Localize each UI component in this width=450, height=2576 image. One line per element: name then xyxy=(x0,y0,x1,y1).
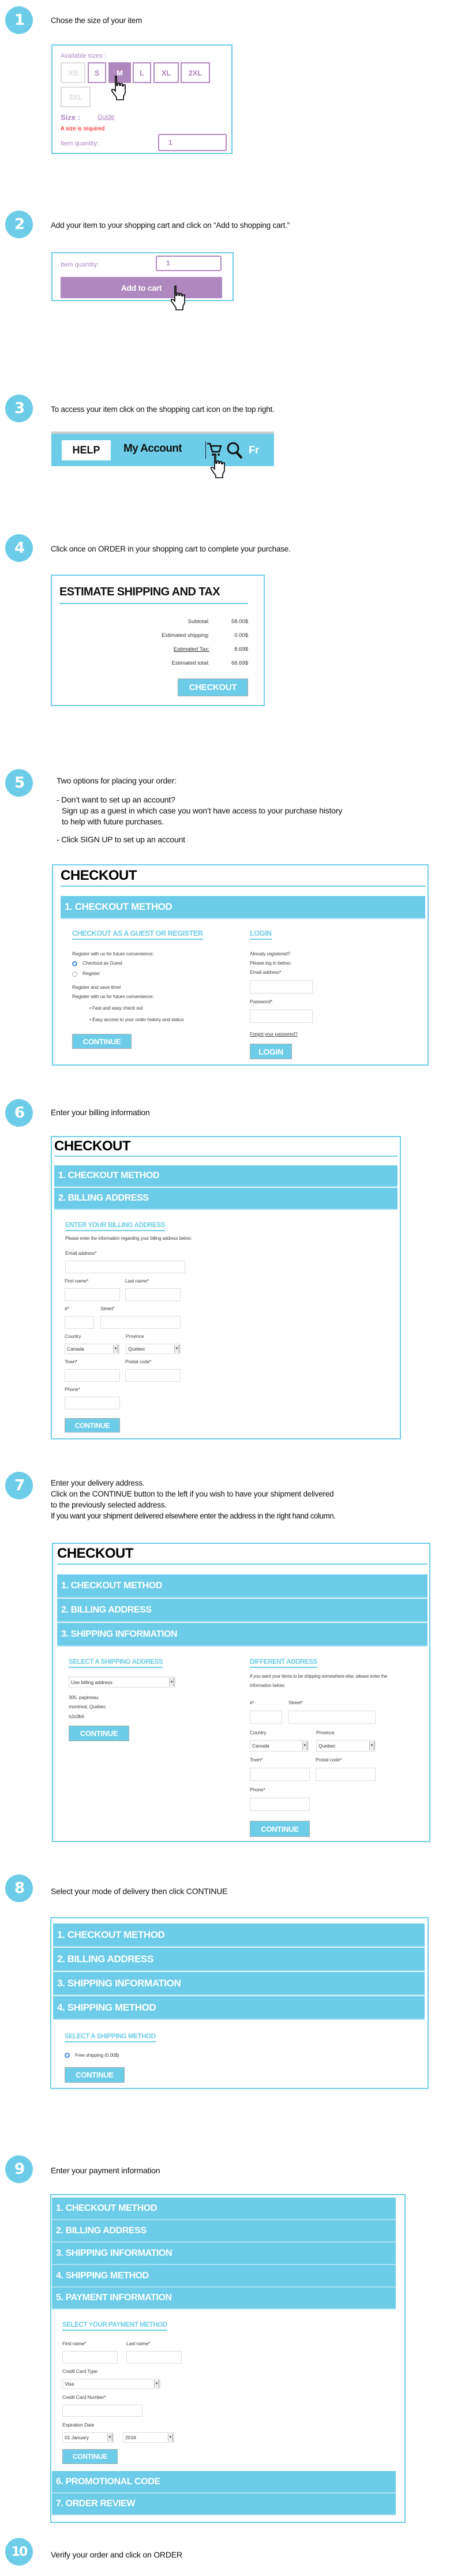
search-icon[interactable] xyxy=(226,441,243,460)
item-quantity-input[interactable]: 1 xyxy=(156,256,222,271)
section-shipping-information[interactable]: 3. SHIPPING INFORMATION xyxy=(53,1972,425,1996)
step-instruction: To access your item click on the shopping cart icon on the top right. xyxy=(51,405,275,414)
checkout-title: CHECKOUT xyxy=(61,868,137,883)
help-button[interactable]: HELP xyxy=(62,440,111,460)
field-label: Last name* xyxy=(126,2341,150,2346)
field-label: Country xyxy=(250,1730,267,1735)
size-option-xl[interactable]: XL xyxy=(153,62,179,83)
section-shipping-method[interactable]: 4. SHIPPING METHOD xyxy=(52,2265,396,2288)
text: Please log in below: xyxy=(250,960,291,966)
option-label: Free shipping (0.00$) xyxy=(75,2052,119,2058)
size-label: Size : xyxy=(61,113,80,122)
section-order-review[interactable]: 7. ORDER REVIEW xyxy=(52,2493,396,2515)
item-quantity-label: Item quantity: xyxy=(61,140,99,147)
continue-button[interactable]: CONTINUE xyxy=(65,2067,125,2083)
my-account-link[interactable]: My Account xyxy=(123,443,182,455)
step-instruction: Chose the size of your item xyxy=(51,16,142,25)
size-option-xs[interactable]: XS xyxy=(61,62,85,83)
text: Please enter the information regarding your billing address below: xyxy=(65,1236,192,1241)
divider xyxy=(205,441,206,459)
field-label: Postal code* xyxy=(316,1757,342,1763)
row-label: Estimated shipping: xyxy=(162,632,209,639)
section-billing-address[interactable]: 2. BILLING ADDRESS xyxy=(52,2220,396,2243)
login-heading: LOGIN xyxy=(250,929,272,940)
continue-button[interactable]: CONTINUE xyxy=(250,1821,310,1837)
field-label: Email address* xyxy=(250,969,282,975)
field-label: Password* xyxy=(250,999,272,1004)
pointer-hand-icon xyxy=(209,453,228,478)
divider xyxy=(61,886,425,887)
field-label: Town* xyxy=(65,1359,78,1364)
step-instruction: If you want your shipment delivered elsewhere enter the address in the right hand column. xyxy=(51,1512,336,1520)
checkout-title: CHECKOUT xyxy=(54,1138,130,1154)
size-option-s[interactable]: S xyxy=(88,62,106,83)
field-label: Credit Card Number* xyxy=(62,2394,106,2400)
option-label: Register xyxy=(82,970,100,976)
billing-phone-input[interactable] xyxy=(65,1397,120,1409)
selected-value: Use billing address xyxy=(71,1679,112,1685)
selected-value: Canada xyxy=(67,1346,84,1352)
billing-last-name-input[interactable] xyxy=(125,1288,181,1301)
section-shipping-method[interactable]: 4. SHIPPING METHOD xyxy=(53,1996,425,2020)
divider xyxy=(59,603,248,604)
payment-last-name-input[interactable] xyxy=(126,2351,182,2364)
shipping-address-heading: SELECT A SHIPPING ADDRESS xyxy=(69,1659,163,1668)
field-label: Phone* xyxy=(250,1787,265,1793)
shipping-country-select[interactable] xyxy=(250,1740,309,1752)
chevron-down-icon: ▼ xyxy=(169,1678,174,1686)
step-instruction: - Don’t want to set up an account? xyxy=(57,795,175,804)
expiration-month-select[interactable] xyxy=(62,2432,114,2443)
billing-province-select[interactable] xyxy=(126,1344,181,1354)
estimate-rows xyxy=(110,618,248,674)
step-instruction: Two options for placing your order: xyxy=(57,776,177,785)
billing-email-input[interactable] xyxy=(65,1261,185,1273)
step-number-badge: 6 xyxy=(5,1099,33,1127)
shipping-postal-input[interactable] xyxy=(316,1768,376,1781)
step-number-badge: 7 xyxy=(5,1472,33,1499)
chevron-down-icon: ▼ xyxy=(113,1345,118,1353)
chevron-down-icon: ▼ xyxy=(154,2380,159,2388)
continue-button[interactable]: CONTINUE xyxy=(72,1034,132,1049)
radio-free-shipping[interactable] xyxy=(65,2053,70,2058)
step-number-badge: 10 xyxy=(5,2538,33,2566)
step-instruction: Verify your order and click on ORDER xyxy=(51,2550,182,2559)
step-instruction: Enter your delivery address. xyxy=(51,1479,145,1487)
selected-value: 01 January xyxy=(65,2435,89,2440)
section-checkout-method[interactable]: 1. CHECKOUT METHOD xyxy=(52,2198,396,2220)
billing-town-input[interactable] xyxy=(65,1369,120,1382)
payment-method-heading: SELECT YOUR PAYMENT METHOD xyxy=(62,2322,167,2331)
row-label: Subtotal: xyxy=(187,618,209,625)
size-option-3xl[interactable]: 3XL xyxy=(61,87,91,107)
item-quantity-label: Item quantity: xyxy=(61,261,99,268)
guest-register-heading: CHECKOUT AS A GUEST OR REGISTER xyxy=(72,929,203,940)
billing-street-input[interactable] xyxy=(100,1316,181,1329)
checkout-title: CHECKOUT xyxy=(57,1546,133,1561)
size-option-l[interactable]: L xyxy=(133,62,151,83)
payment-first-name-input[interactable] xyxy=(62,2351,118,2364)
add-to-cart-button[interactable]: Add to cart xyxy=(61,277,222,298)
billing-postal-input[interactable] xyxy=(125,1369,181,1382)
forgot-password-link[interactable]: Forgot your password? xyxy=(250,1031,298,1037)
field-label: #* xyxy=(65,1306,69,1311)
step-instruction: Click once on ORDER in your shopping cart to complete your purchase. xyxy=(51,545,291,553)
section-billing-address[interactable]: 2. BILLING ADDRESS xyxy=(54,1188,397,1210)
step-number-badge: 5 xyxy=(5,769,33,797)
chevron-down-icon: ▼ xyxy=(174,1345,179,1353)
section-payment-information[interactable]: 5. PAYMENT INFORMATION xyxy=(52,2288,396,2309)
credit-card-number-input[interactable] xyxy=(62,2405,142,2417)
shipping-method-heading: SELECT A SHIPPING METHOD xyxy=(65,2033,156,2042)
login-email-input[interactable] xyxy=(250,980,313,993)
available-sizes-label: Available sizes : xyxy=(61,53,106,59)
section-billing-address[interactable]: 2. BILLING ADDRESS xyxy=(53,1948,425,1971)
size-option-2xl[interactable]: 2XL xyxy=(181,62,210,83)
field-label: First name* xyxy=(65,1278,89,1284)
item-quantity-input[interactable]: 1 xyxy=(158,134,227,151)
billing-number-input[interactable] xyxy=(65,1316,94,1329)
option-label: Checkout as Guest xyxy=(82,960,122,966)
row-value: 8.69$ xyxy=(234,646,248,653)
bullet-item: • Fast and easy check out xyxy=(89,1005,143,1011)
login-password-input[interactable] xyxy=(250,1010,313,1023)
row-value: 0.00$ xyxy=(234,632,248,639)
shipping-street-input[interactable] xyxy=(288,1711,376,1724)
field-label: Street* xyxy=(288,1700,303,1705)
section-shipping-information[interactable]: 3. SHIPPING INFORMATION xyxy=(52,2243,396,2265)
chevron-down-icon: ▼ xyxy=(369,1741,374,1750)
step-instruction: - Click SIGN UP to set up an account xyxy=(57,835,185,844)
estimate-title: ESTIMATE SHIPPING AND TAX xyxy=(59,586,220,598)
radio-checkout-guest[interactable] xyxy=(72,961,77,966)
address-line: 305, papineau xyxy=(69,1694,99,1700)
shipping-number-input[interactable] xyxy=(250,1711,282,1724)
step-number-badge: 9 xyxy=(5,2155,33,2183)
step-number-badge: 2 xyxy=(5,211,33,238)
login-button[interactable]: LOGIN xyxy=(250,1044,292,1059)
divider xyxy=(54,1156,397,1157)
step-number-badge: 1 xyxy=(5,6,33,34)
field-label: Expiration Date xyxy=(62,2422,95,2428)
bullet-text: Fast and easy check out xyxy=(92,1005,143,1011)
field-label: Phone* xyxy=(65,1386,80,1392)
size-guide-link[interactable]: Guide xyxy=(97,114,115,121)
text: information below: xyxy=(250,1683,286,1688)
field-label: First name* xyxy=(62,2341,87,2346)
language-toggle[interactable]: Fr xyxy=(249,444,259,456)
size-error: A size is required xyxy=(61,126,105,132)
field-label: #* xyxy=(250,1700,254,1705)
divider xyxy=(57,1563,427,1565)
address-line: h2s3b6 xyxy=(69,1713,84,1719)
selected-value: Quebec xyxy=(128,1346,145,1352)
address-line: montreal, Quebec xyxy=(69,1704,106,1709)
step-instruction: Enter your payment information xyxy=(51,2166,160,2175)
step-instruction: Select your mode of delivery then click CONTINUE xyxy=(51,1887,228,1896)
field-label: Town* xyxy=(250,1757,263,1763)
size-option-m[interactable]: M xyxy=(108,62,131,83)
chevron-down-icon: ▼ xyxy=(302,1741,308,1750)
shipping-province-select[interactable] xyxy=(316,1740,376,1752)
step-number-badge: 3 xyxy=(5,395,33,422)
radio-register[interactable] xyxy=(72,972,77,977)
section-checkout-method[interactable]: 1. CHECKOUT METHOD xyxy=(54,1165,397,1187)
selected-value: Visa xyxy=(65,2381,74,2387)
field-label: Email address* xyxy=(65,1250,97,1256)
section-promotional-code[interactable]: 6. PROMOTIONAL CODE xyxy=(52,2471,396,2493)
step-instruction: Add your item to your shopping cart and click on “Add to shopping cart.” xyxy=(51,221,290,230)
field-label: Last name* xyxy=(125,1278,149,1284)
step-instruction: Sign up as a guest in which case you won’t have access to your purchase history xyxy=(62,806,343,815)
checkout-button[interactable]: CHECKOUT xyxy=(178,678,248,696)
step-instruction: to the previously selected address. xyxy=(51,1501,167,1509)
row-value: 58.00$ xyxy=(231,618,248,625)
billing-first-name-input[interactable] xyxy=(65,1288,120,1301)
text: Register with us for future convenience: xyxy=(72,993,154,999)
text: Register and save time! xyxy=(72,984,121,990)
shipping-address-select[interactable] xyxy=(69,1677,175,1688)
field-label: Country xyxy=(65,1333,81,1339)
chevron-down-icon: ▼ xyxy=(107,2433,112,2442)
shipping-town-input[interactable] xyxy=(250,1768,310,1781)
step-number-badge: 8 xyxy=(5,1874,33,1902)
field-label: Postal code* xyxy=(125,1359,152,1364)
estimated-tax-link[interactable]: Estimated Tax: xyxy=(173,646,209,653)
selected-value: 2016 xyxy=(125,2435,136,2440)
field-label: Province xyxy=(126,1333,144,1339)
section-billing-address[interactable]: 2. BILLING ADDRESS xyxy=(57,1599,427,1622)
step-instruction: Click on the CONTINUE button to the left if you wish to have your shipment delivered xyxy=(51,1490,334,1498)
field-label: Credit Card Type xyxy=(62,2368,97,2374)
selected-value: Canada xyxy=(252,1743,269,1749)
section-shipping-information[interactable]: 3. SHIPPING INFORMATION xyxy=(57,1623,427,1647)
text: Register with us for future convenience: xyxy=(72,951,154,957)
chevron-down-icon: ▼ xyxy=(168,2433,173,2442)
bullet-item: • Easy access to your order history and status xyxy=(89,1017,184,1022)
pointer-hand-icon xyxy=(169,285,189,310)
selected-value: Quebec xyxy=(318,1743,336,1749)
billing-country-select[interactable] xyxy=(65,1344,119,1354)
step-number-badge: 4 xyxy=(5,534,33,562)
continue-button[interactable]: CONTINUE xyxy=(65,1418,120,1433)
field-label: Street* xyxy=(100,1306,115,1311)
section-checkout-method[interactable]: 1. CHECKOUT METHOD xyxy=(57,1574,427,1598)
step-instruction: Enter your billing information xyxy=(51,1108,150,1117)
row-value: 66.69$ xyxy=(231,660,248,666)
text: Already registered? xyxy=(250,951,290,957)
shipping-phone-input[interactable] xyxy=(250,1798,310,1811)
different-address-heading: DIFFERENT ADDRESS xyxy=(250,1659,317,1668)
bullet-text: Easy access to your order history and status xyxy=(92,1017,184,1022)
pointer-hand-icon xyxy=(110,75,129,100)
billing-heading: ENTER YOUR BILLING ADDRESS xyxy=(65,1222,165,1231)
continue-button[interactable]: CONTINUE xyxy=(62,2449,118,2464)
field-label: Province xyxy=(316,1730,335,1735)
section-checkout-method[interactable]: 1. CHECKOUT METHOD xyxy=(61,896,425,919)
step-instruction: to help with future purchases. xyxy=(62,817,164,826)
expiration-year-select[interactable] xyxy=(123,2432,174,2443)
credit-card-type-select[interactable] xyxy=(62,2379,160,2389)
row-label: Estimated total: xyxy=(171,660,209,666)
continue-button[interactable]: CONTINUE xyxy=(69,1726,129,1741)
section-checkout-method[interactable]: 1. CHECKOUT METHOD xyxy=(53,1923,425,1947)
text: If you want your items to be shipping somewhere else, please enter the xyxy=(250,1674,388,1679)
